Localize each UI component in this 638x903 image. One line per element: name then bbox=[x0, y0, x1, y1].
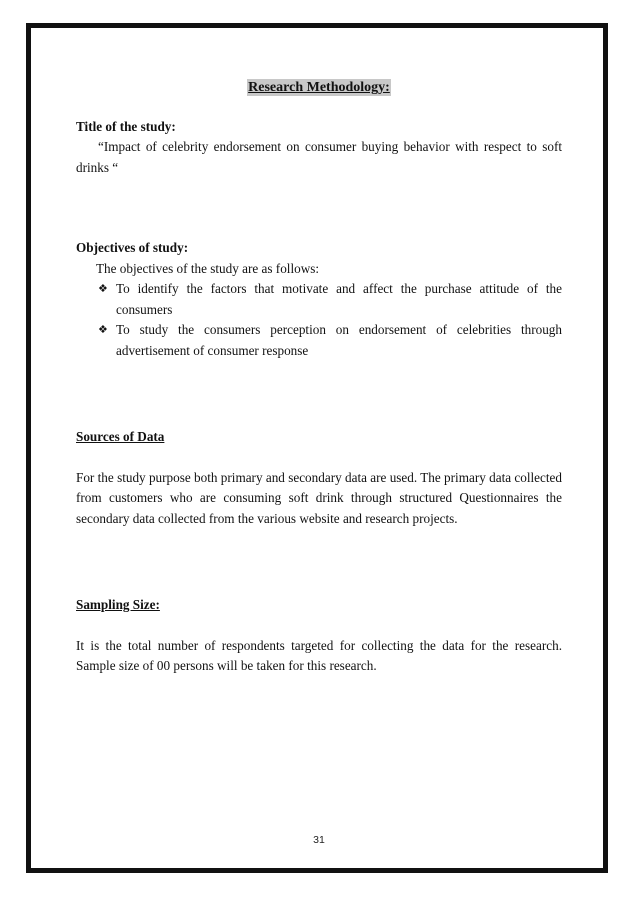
spacer bbox=[76, 529, 562, 595]
document-body bbox=[76, 72, 562, 677]
study-title-heading: Title of the study: bbox=[76, 118, 176, 134]
diamond-bullet-icon: ❖ bbox=[98, 282, 108, 295]
diamond-bullet-icon: ❖ bbox=[98, 323, 108, 336]
spacer bbox=[76, 361, 562, 427]
objectives-list bbox=[76, 279, 562, 361]
objectives-intro: The objectives of the study are as follows: bbox=[96, 260, 320, 276]
objective-text: To study the consumers perception on endorsement of celebrities through advertisement of consumer response bbox=[116, 322, 562, 358]
sources-heading: Sources of Data bbox=[76, 429, 165, 444]
spacer bbox=[76, 448, 562, 468]
page-title-text: Research Methodology: bbox=[248, 80, 390, 95]
list-item bbox=[98, 320, 562, 361]
sampling-heading: Sampling Size: bbox=[76, 597, 160, 612]
spacer bbox=[76, 178, 562, 238]
objectives-heading: Objectives of study: bbox=[76, 240, 189, 255]
objective-text: To identify the factors that motivate and affect the purchase attitude of the consumers bbox=[116, 281, 562, 317]
sources-text: For the study purpose both primary and secondary data are used. The primary data collected from customers who are consuming soft drink through structured Questionnaires the secondary data collected from the various website and research projects. bbox=[76, 469, 562, 526]
page-number: 31 bbox=[313, 834, 325, 846]
spacer bbox=[76, 616, 562, 636]
study-title-text: “Impact of celebrity endorsement on consumer buying behavior with respect to soft drinks “ bbox=[76, 139, 562, 175]
page-title bbox=[76, 78, 562, 99]
list-item bbox=[98, 279, 562, 320]
sampling-text: It is the total number of respondents targeted for collecting the data for the research. Sample size of 00 persons will be taken for this research. bbox=[76, 637, 562, 673]
